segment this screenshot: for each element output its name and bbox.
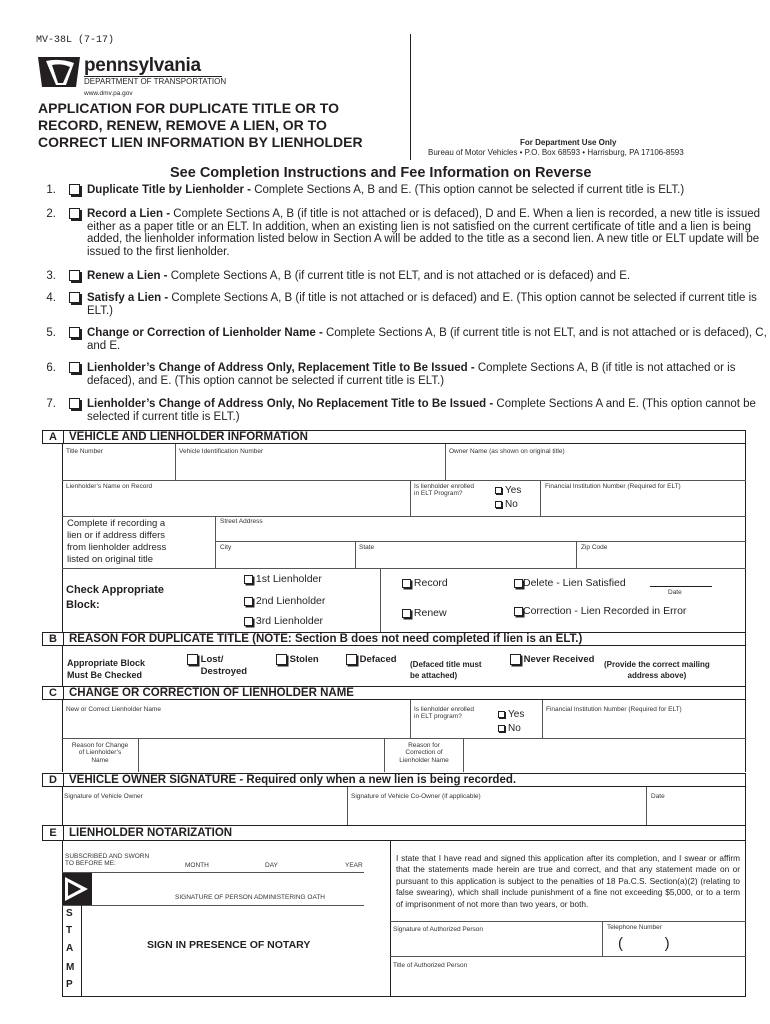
elt-question: Is lienholder enrolled in ELT Program? [414,483,474,498]
address-note: Complete if recording a lien or if address differs from lienholder address listed on original title [67,518,167,565]
telephone-label: Telephone Number [607,924,662,931]
owner-name-field[interactable]: Owner Name (as shown on original title) [449,448,565,455]
reason-change-label: Reason for Change of Lienholder’s Name [71,742,129,764]
form-title: APPLICATION FOR DUPLICATE TITLE OR TO RECORD, RENEW, REMOVE A LIEN, OR TO CORRECT LIEN INFORMATION BY LIENHOLDER [38,100,363,150]
brand-name: pennsylvania [84,55,201,76]
lost-destroyed-option[interactable]: Lost/ Destroyed [187,654,247,678]
telephone-field[interactable]: ( ) [618,935,670,952]
vin-field[interactable]: Vehicle Identification Number [179,448,264,455]
record-option[interactable]: Record [402,577,448,589]
instructions-heading: See Completion Instructions and Fee Information on Reverse [170,165,592,181]
year-label: YEAR [345,862,363,869]
admin-signature-label[interactable]: SIGNATURE OF PERSON ADMINISTERING OATH [175,894,325,901]
stamp-letter-a: A [66,943,74,954]
state-field[interactable]: State [359,544,375,551]
authorized-title-field[interactable]: Title of Authorized Person [393,962,468,969]
reason-correction-label: Reason for Correction of Lienholder Name [399,742,449,764]
owner-date-field[interactable]: Date [651,793,665,800]
checkbox[interactable] [69,270,80,281]
section-c-header: C CHANGE OR CORRECTION OF LIENHOLDER NAME [42,686,746,700]
website: www.dmv.pa.gov [84,90,133,97]
appropriate-block-label: Appropriate Block Must Be Checked [67,658,146,680]
stolen-option[interactable]: Stolen [276,654,319,665]
third-lienholder-option[interactable]: 3rd Lienholder [244,615,323,627]
checkbox[interactable] [69,292,80,303]
owner-signature-field[interactable]: Signature of Vehicle Owner [64,793,143,800]
financial-institution-field-c[interactable]: Financial Institution Number (Required for ELT) [546,706,682,713]
never-received-option[interactable]: Never Received [510,654,594,665]
never-received-note: (Provide the correct mailing address above) [604,660,710,680]
affirmation-statement: I state that I have read and signed this application after its completion, and I swear or affirm that the statements made herein are true and correct, and that any statement made on or pursuant to this application is subject to the penalties of 18 Pa.C.S. Section(a)(2) (relating to false swearing), which shall include punishment of a fine not exceeding $5,000, or to a term of imprisonment of not more than two years, or both. [396,853,740,909]
delete-date-label: Date [668,589,682,596]
stamp-letter-m: M [66,962,75,973]
stamp-letter-t: T [66,925,73,936]
section-b-header: B REASON FOR DUPLICATE TITLE (NOTE: Section B does not need completed if lien is an ELT.) [42,632,746,646]
department-use-label: For Department Use Only [520,138,617,147]
day-label: DAY [265,862,278,869]
city-field[interactable]: City [220,544,232,551]
stamp-letter-p: P [66,979,73,990]
checkbox[interactable] [69,398,80,409]
elt-yes-option-c[interactable]: Yes [498,709,524,720]
correction-option[interactable]: Correction - Lien Recorded in Error [514,605,686,617]
coowner-signature-field[interactable]: Signature of Vehicle Co-Owner (if applicable) [351,793,481,800]
section-e-header: E LIENHOLDER NOTARIZATION [42,825,746,841]
zip-field[interactable]: Zip Code [581,544,608,551]
reason-change-field[interactable] [140,740,382,770]
renew-option[interactable]: Renew [402,607,447,619]
month-label: MONTH [185,862,209,869]
lienholder-name-field[interactable]: Lienholder’s Name on Record [66,483,153,490]
checkbox[interactable] [69,184,80,195]
arrow-icon [62,873,92,905]
pa-keystone-logo-icon [36,55,82,89]
new-lienholder-name-field[interactable]: New or Correct Lienholder Name [66,706,162,713]
section-a-header: A VEHICLE AND LIENHOLDER INFORMATION [42,430,746,444]
reason-correction-field[interactable] [465,740,743,770]
check-block-label: Check Appropriate Block: [66,584,165,611]
second-lienholder-option[interactable]: 2nd Lienholder [244,595,325,607]
form-number: MV-38L (7-17) [36,35,115,46]
defaced-note: (Defaced title must be attached) [410,660,482,680]
title-number-field[interactable]: Title Number [66,448,103,455]
defaced-option[interactable]: Defaced [346,654,397,665]
sworn-label: SUBSCRIBED AND SWORN TO BEFORE ME: [65,853,150,868]
elt-yes-option[interactable]: Yes [495,485,521,496]
checkbox[interactable] [69,362,80,373]
stamp-letter-s: S [66,908,73,919]
checkbox[interactable] [69,208,80,219]
section-d-header: D VEHICLE OWNER SIGNATURE - Required only when a new lien is being recorded. [42,773,746,787]
first-lienholder-option[interactable]: 1st Lienholder [244,573,322,585]
checkbox[interactable] [69,327,80,338]
authorized-signature-field[interactable]: Signature of Authorized Person [393,926,483,933]
street-address-field[interactable]: Street Address [220,518,263,525]
department-name: DEPARTMENT OF TRANSPORTATION [84,77,227,86]
delete-lien-option[interactable]: Delete - Lien Satisfied [514,577,626,589]
elt-no-option[interactable]: No [495,499,518,510]
sign-presence-label: SIGN IN PRESENCE OF NOTARY [147,939,311,951]
elt-question-c: Is lienholder enrolled in ELT program? [414,706,474,721]
bureau-address: Bureau of Motor Vehicles • P.O. Box 68593 • Harrisburg, PA 17106-8593 [428,148,684,157]
elt-no-option-c[interactable]: No [498,723,521,734]
financial-institution-field[interactable]: Financial Institution Number (Required for ELT) [545,483,681,490]
